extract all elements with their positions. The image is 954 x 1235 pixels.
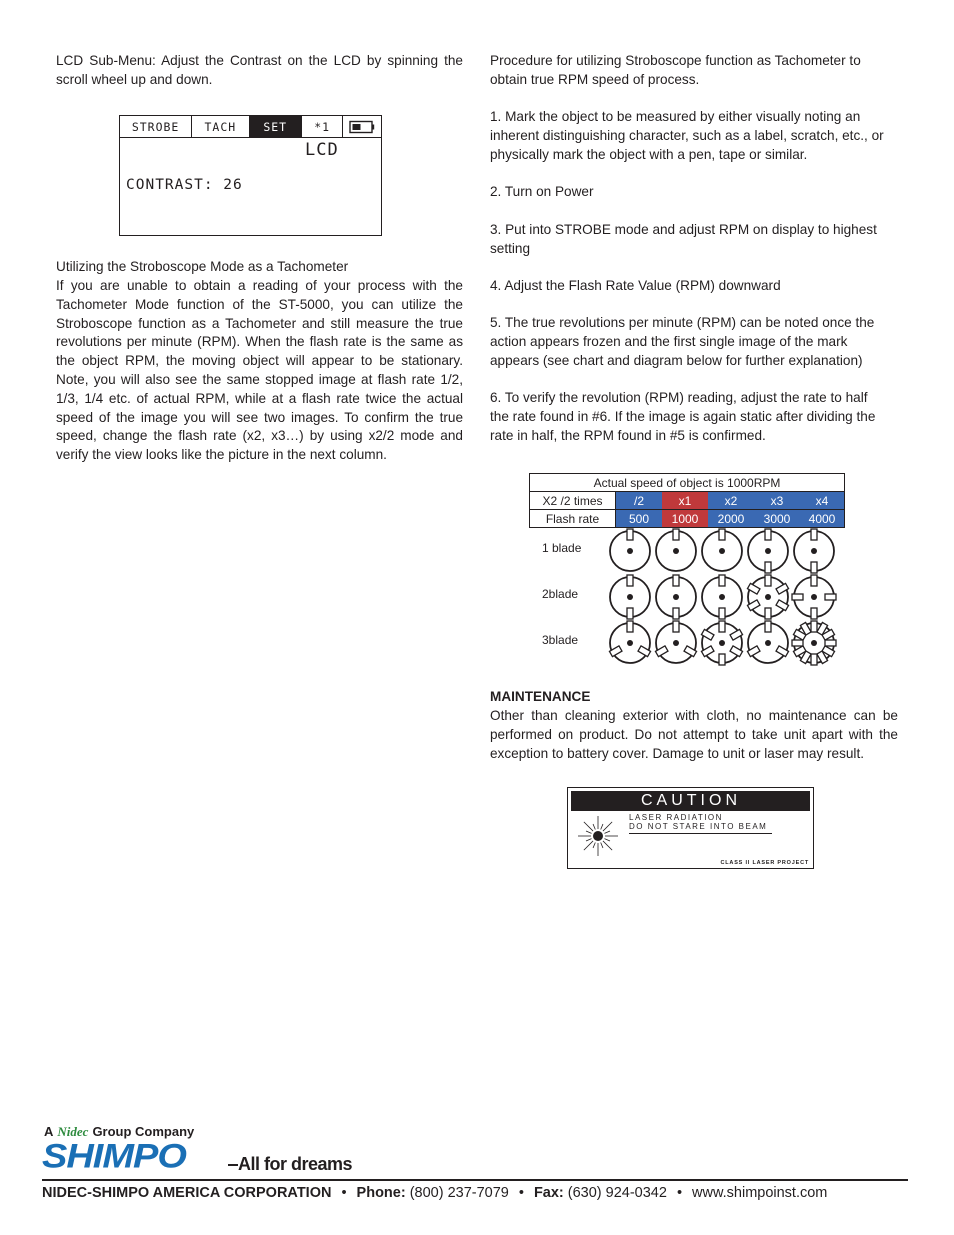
strobe-disc xyxy=(702,575,742,619)
chart-flash-cell: 1000 xyxy=(662,510,708,527)
corp-name: NIDEC-SHIMPO AMERICA CORPORATION xyxy=(42,1185,332,1201)
chart-flash-cell: 3000 xyxy=(754,510,800,527)
chart-multiplier-cell: x2 xyxy=(708,492,754,509)
chart-multiplier-cell: x1 xyxy=(662,492,708,509)
blade-row-label-1: 1 blade xyxy=(542,541,582,555)
lcd-contrast-value: CONTRAST: 26 xyxy=(126,177,243,193)
fax-label: Fax: xyxy=(533,1185,564,1201)
lcd-tab-tach: TACH xyxy=(192,116,249,137)
strobe-disc xyxy=(702,529,742,571)
step-4: 4. Adjust the Flash Rate Value (RPM) downward xyxy=(490,278,781,293)
caution-line-1: LASER RADIATION xyxy=(629,813,723,822)
caution-label xyxy=(567,787,814,869)
caution-divider xyxy=(629,833,772,834)
procedure-intro: Procedure for utilizing Stroboscope function as Tachometer to obtain true RPM speed of process. xyxy=(490,53,861,87)
strobe-disc xyxy=(610,529,650,571)
tach-body: If you are unable to obtain a reading of your process with the Tachometer Mode function of the ST-5000, you can utilize the Stroboscope function as a Tachometer and still measure the true revolutions per minute (RPM). When the flash rate is the same as the object RPM, the moving object will appear to be stationary. Note, you will also see the same stopped image at flash rate 1/2, 1/3, 1/4 etc. of actual RPM, while at a flash rate twice the actual speed of the image you will see two images. To confirm the true speed, change the flash rate (x2, x3…) by using x2/2 mode and verify the view looks like the picture in the next column. xyxy=(56,278,463,463)
maintenance-heading: MAINTENANCE xyxy=(490,689,591,704)
step-6: 6. To verify the revolution (RPM) reading, adjust the rate to half the rate found in #6. If the image is again static after dividing the rate in half, the RPM found in #5 is confirmed. xyxy=(490,390,876,443)
lcd-tab-bar xyxy=(120,116,381,138)
strobe-disc xyxy=(794,529,834,573)
lcd-title: LCD xyxy=(305,140,339,160)
strobe-disc xyxy=(610,575,650,619)
chart-row-flash-label: Flash rate xyxy=(530,510,616,527)
chart-flash-cell: 4000 xyxy=(800,510,844,527)
strobe-disc xyxy=(701,621,742,665)
step-2: 2. Turn on Power xyxy=(490,184,594,199)
chart-row-multiplier-label: X2 /2 times xyxy=(530,492,616,509)
strobe-disc xyxy=(792,621,836,665)
chart-title: Actual speed of object is 1000RPM xyxy=(593,475,781,490)
chart-multiplier-cell: /2 xyxy=(616,492,662,509)
lcd-tab-set: SET xyxy=(250,116,302,137)
nidec-logo: Nidec xyxy=(57,1124,89,1139)
separator-dot: • xyxy=(676,1185,683,1201)
step-1: 1. Mark the object to be measured by either visually noting an inherent distinguishing character, such as a label, scratch, etc., or physically mark the object with a pen, tape or similar. xyxy=(490,109,884,162)
lcd-tab-multiplier: *1 xyxy=(302,116,344,137)
caution-title: CAUTION xyxy=(571,791,810,811)
phone-label: Phone: xyxy=(356,1185,406,1201)
lcd-tab-strobe: STROBE xyxy=(120,116,192,137)
lcd-intro-text: LCD Sub-Menu: Adjust the Contrast on the LCD by spinning the scroll wheel up and down. xyxy=(56,53,463,87)
chart-flash-cell: 500 xyxy=(616,510,662,527)
website-link[interactable]: www.shimpoinst.com xyxy=(692,1185,828,1201)
strobe-disc xyxy=(748,529,788,573)
blade-row-label-2: 2blade xyxy=(542,587,579,601)
strobe-disc-diagram xyxy=(600,526,840,666)
tagline xyxy=(228,1154,352,1175)
laser-starburst-icon xyxy=(576,814,620,858)
chart-multiplier-cell: x3 xyxy=(754,492,800,509)
step-3: 3. Put into STROBE mode and adjust RPM on display to highest setting xyxy=(490,222,877,256)
lcd-display xyxy=(119,115,382,236)
battery-icon xyxy=(343,116,381,137)
group-suffix: Group Company xyxy=(92,1124,195,1139)
strobe-disc xyxy=(656,575,696,619)
strobe-disc xyxy=(792,575,836,619)
separator-dot: • xyxy=(341,1185,347,1201)
strobe-disc xyxy=(655,621,696,663)
chart-multiplier-cell: x4 xyxy=(800,492,844,509)
step-5: 5. The true revolutions per minute (RPM) can be noted once the action appears frozen and the first single image of the mark appears (see chart and diagram below for further explanation) xyxy=(490,315,875,368)
fax-number: (630) 924-0342 xyxy=(567,1185,667,1201)
caution-class: CLASS II LASER PROJECT xyxy=(720,860,809,866)
shimpo-logo: SHIMPO xyxy=(42,1138,186,1176)
blade-row-label-3: 3blade xyxy=(542,633,579,647)
phone-number: (800) 237-7079 xyxy=(409,1185,509,1201)
tach-heading: Utilizing the Stroboscope Mode as a Tachometer xyxy=(56,259,349,274)
strobe-disc xyxy=(656,529,696,571)
separator-dot: • xyxy=(518,1185,524,1201)
footer-rule xyxy=(42,1179,908,1181)
chart-flash-cell: 2000 xyxy=(708,510,754,527)
maintenance-body: Other than cleaning exterior with cloth, no maintenance can be performed on product. Do not attempt to take unit apart with the exception to battery cover. Damage to unit or laser may result. xyxy=(490,708,898,761)
strobe-disc xyxy=(747,575,788,619)
tagline-text: All for dreams xyxy=(238,1154,353,1174)
strobe-disc xyxy=(609,621,650,663)
footer-contact-line xyxy=(42,1185,912,1201)
strobe-disc xyxy=(747,621,788,663)
strobe-chart-table xyxy=(529,473,845,528)
caution-line-2: DO NOT STARE INTO BEAM xyxy=(629,822,768,831)
group-prefix: A xyxy=(44,1124,54,1139)
